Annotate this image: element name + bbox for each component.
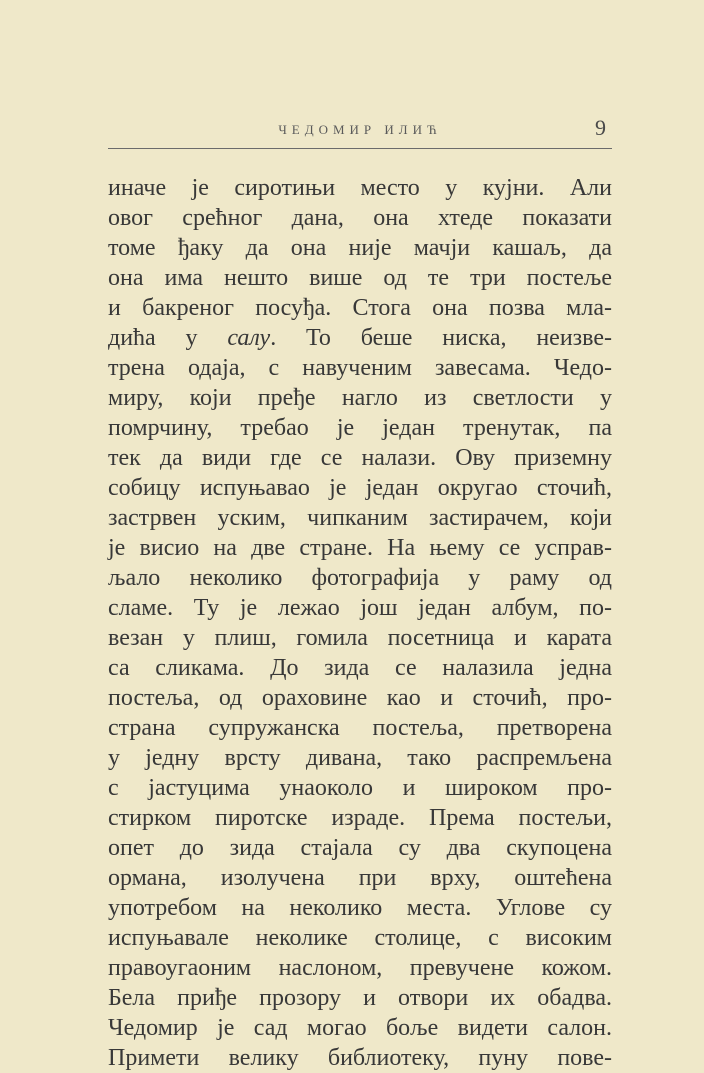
text-line: она има нешто више од те три постеље <box>108 265 612 291</box>
text-segment: дића у <box>108 325 228 351</box>
text-line: сламе. Ту је лежао још један албум, по- <box>108 595 612 621</box>
text-line: томе ђаку да она није мачји кашаљ, да <box>108 235 612 261</box>
text-segment: . То беше ниска, неизве- <box>270 325 612 351</box>
text-line: тек да види где се налази. Ову приземну <box>108 445 612 471</box>
text-line: овог срећног дана, она хтеде показати <box>108 205 612 231</box>
text-line: стирком пиротске израде. Према постељи, <box>108 805 612 831</box>
text-line: постеља, од ораховине као и сточић, про- <box>108 685 612 711</box>
text-line: иначе је сиротињи место у кујни. Али <box>108 175 612 201</box>
text-line: је висио на две стране. На њему се усправ- <box>108 535 612 561</box>
text-line: Чедомир је сад могао боље видети салон. <box>108 1015 612 1041</box>
body-text <box>108 173 612 1073</box>
text-line: Примети велику библиотеку, пуну пове- <box>108 1045 612 1071</box>
text-line: љало неколико фотографија у раму од <box>108 565 612 591</box>
text-line: ормана, изолучена при врху, оштећена <box>108 865 612 891</box>
text-line: употребом на неколико места. Углове су <box>108 895 612 921</box>
text-line: са сликама. До зида се налазила једна <box>108 655 612 681</box>
text-line: правоугаоним наслоном, превучене кожом. <box>108 955 612 981</box>
text-line: миру, који пређе нагло из светлости у <box>108 385 612 411</box>
text-line: трена одаја, с навученим завесама. Чедо- <box>108 355 612 381</box>
page-number: 9 <box>595 115 606 140</box>
text-line: опет до зида стајала су два скупоцена <box>108 835 612 861</box>
text-line: собицу испуњавао је један округао сточић, <box>108 475 612 501</box>
text-line: испуњавале неколике столице, с високим <box>108 925 612 951</box>
text-line: страна супружанска постеља, претворена <box>108 715 612 741</box>
text-line: и бакреног посуђа. Стога она позва мла- <box>108 295 612 321</box>
running-head: ЧЕДОМИР ИЛИЋ <box>278 122 442 137</box>
text-line: Бела приђе прозору и отвори их обадва. <box>108 985 612 1011</box>
text-line: помрчину, требао је један тренутак, па <box>108 415 612 441</box>
text-line: с јастуцима унаоколо и широком про- <box>108 775 612 801</box>
page-header <box>108 112 612 149</box>
text-line <box>108 323 612 353</box>
text-line: застрвен уским, чипканим застирачем, који <box>108 505 612 531</box>
text-line: у једну врсту дивана, тако распремљена <box>108 745 612 771</box>
italic-word: салу <box>227 325 271 351</box>
text-line: везан у плиш, гомила посетница и карата <box>108 625 612 651</box>
